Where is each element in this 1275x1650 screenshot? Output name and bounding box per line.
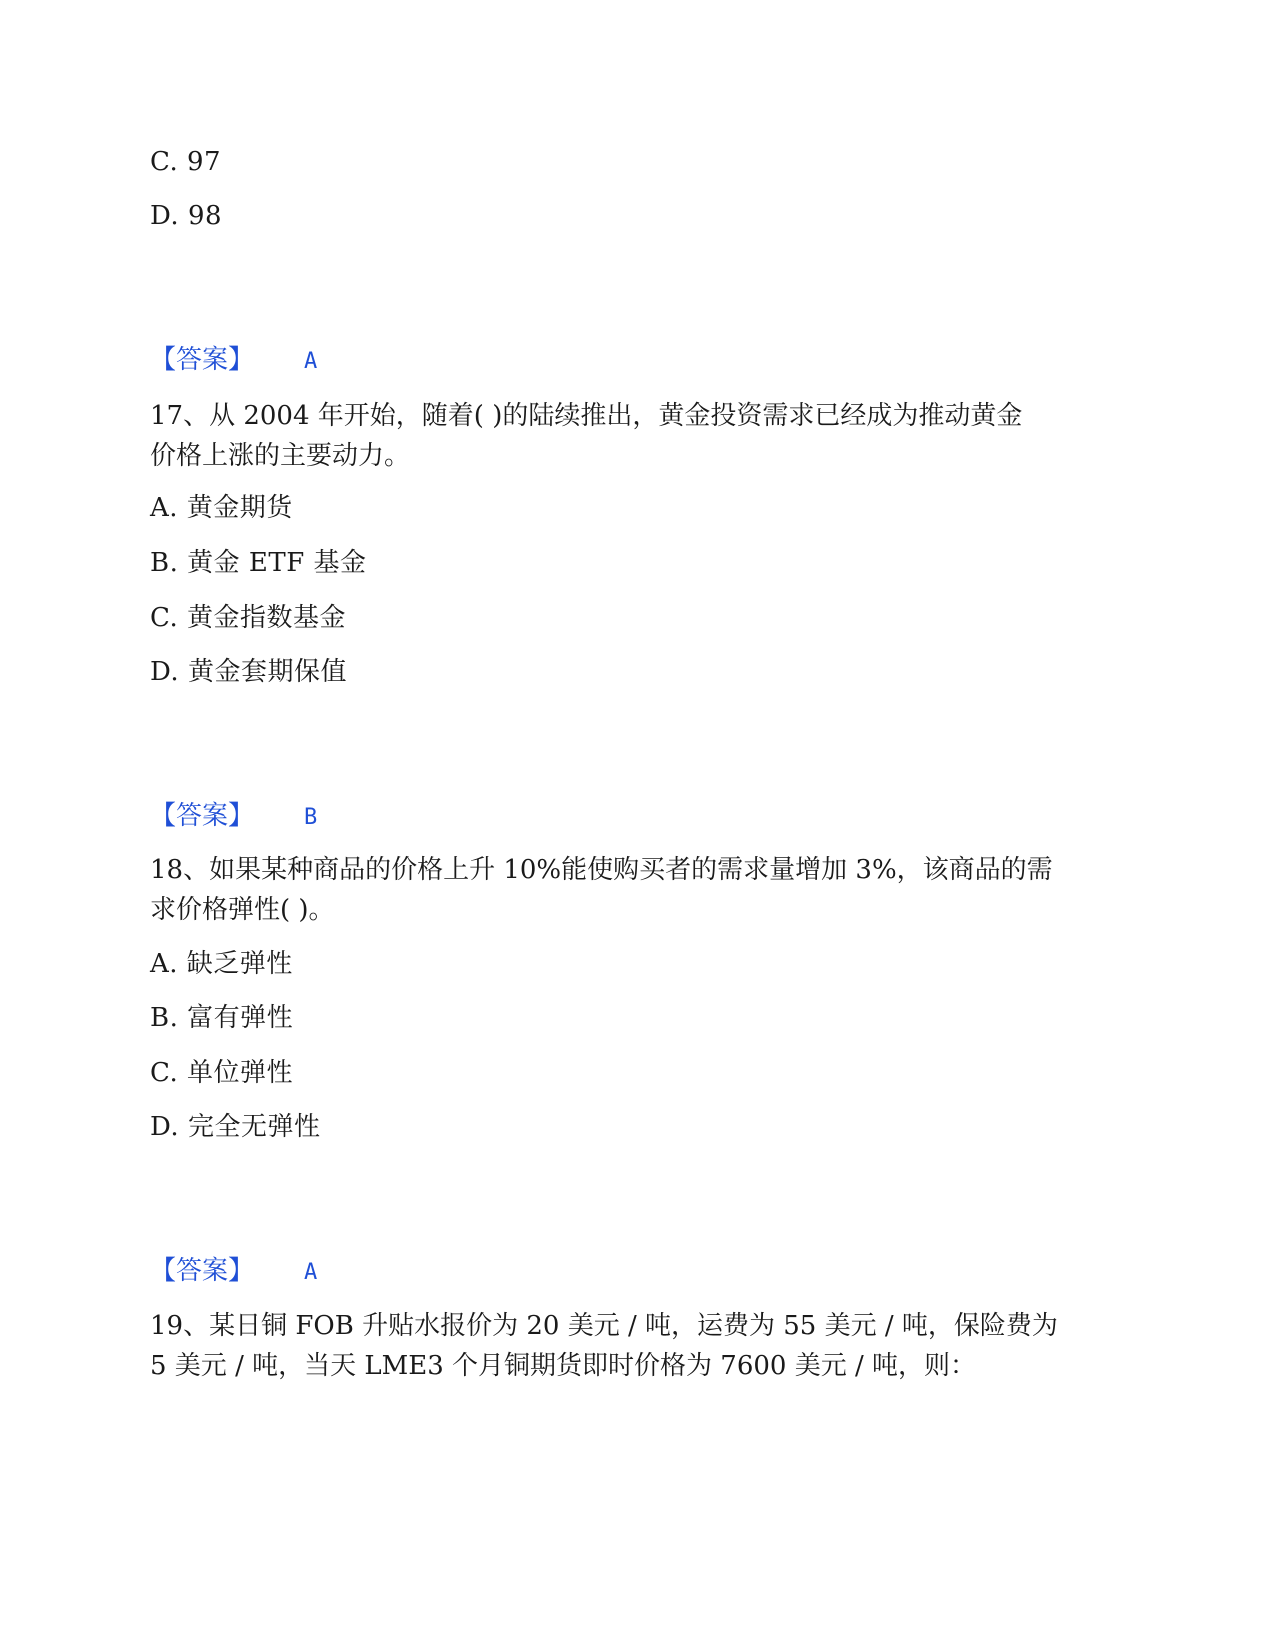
q17-option-a: A. 黄金期货 xyxy=(150,493,293,523)
q19-stem-line2: 5 美元 / 吨，当天 LME3 个月铜期货即时价格为 7600 美元 / 吨，则： xyxy=(150,1351,977,1381)
q17-stem xyxy=(150,396,1110,476)
answer-value: B xyxy=(304,805,318,830)
answer-label: 【答案】 xyxy=(150,1256,255,1286)
q16-option-c: C. 97 xyxy=(150,147,222,177)
q17-answer xyxy=(150,796,317,838)
q18-stem xyxy=(150,850,1110,930)
q18-answer xyxy=(150,1251,317,1293)
q17-option-c: C. 黄金指数基金 xyxy=(150,603,346,633)
answer-value: A xyxy=(304,1260,318,1285)
q18-stem-line1: 18、如果某种商品的价格上升 10%能使购买者的需求量增加 3%，该商品的需 xyxy=(150,855,1053,885)
q18-stem-line2: 求价格弹性( )。 xyxy=(150,895,335,925)
answer-label: 【答案】 xyxy=(150,345,255,375)
q17-stem-line2: 价格上涨的主要动力。 xyxy=(150,441,411,471)
q18-option-b: B. 富有弹性 xyxy=(150,1003,294,1033)
q18-option-a: A. 缺乏弹性 xyxy=(150,949,293,979)
q16-answer xyxy=(150,340,317,382)
q17-option-d: D. 黄金套期保值 xyxy=(150,657,347,687)
q17-option-b: B. 黄金 ETF 基金 xyxy=(150,548,367,578)
q16-option-d: D. 98 xyxy=(150,201,223,231)
answer-value: A xyxy=(304,349,318,374)
q19-stem-line1: 19、某日铜 FOB 升贴水报价为 20 美元 / 吨，运费为 55 美元 / 吨，保险费为 xyxy=(150,1311,1058,1341)
q19-stem xyxy=(150,1306,1110,1386)
q18-option-d: D. 完全无弹性 xyxy=(150,1112,321,1142)
answer-label: 【答案】 xyxy=(150,801,255,831)
q17-stem-line1: 17、从 2004 年开始，随着( )的陆续推出，黄金投资需求已经成为推动黄金 xyxy=(150,401,1023,431)
q18-option-c: C. 单位弹性 xyxy=(150,1058,293,1088)
